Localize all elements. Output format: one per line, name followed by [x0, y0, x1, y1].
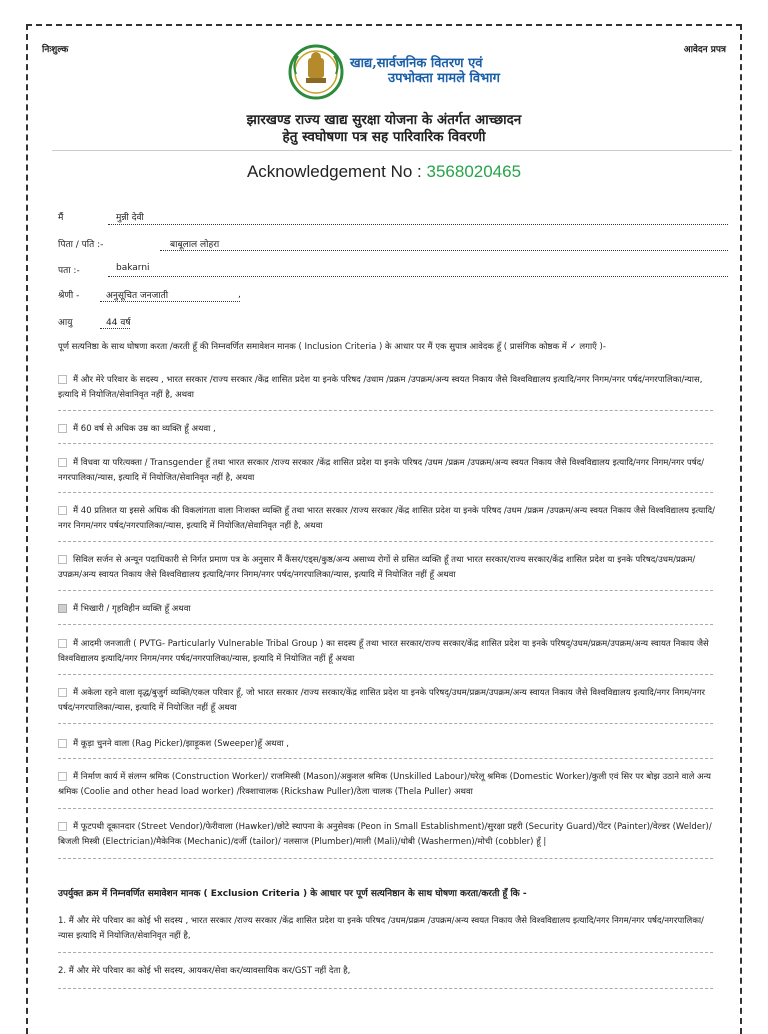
name-value: मुन्नी देवी: [116, 213, 144, 223]
address-value: bakarni: [116, 263, 150, 273]
inclusion-text-6: मैं भिखारी / गृहविहीन व्यक्ति हूँ अथवा: [73, 604, 191, 614]
separator: [58, 590, 713, 591]
inclusion-item-10: [58, 770, 718, 800]
inclusion-checkbox-11[interactable]: [58, 822, 67, 831]
inclusion-item-1: [58, 373, 718, 403]
inclusion-text-4: मैं 40 प्रतिशत या इससे अधिक की विकलांगता वाला निःशक्त व्यक्ति हूँ तथा भारत सरकार /राज्य सरकार /केंद्र शासित प्रदेश या इनके परिषद /उधम /प्रक्रम /उपक्रम/अन्य स्वयत निकाय जैसे विश्वविद्यालय इत्यादि/नगर निगम/नगर पर्षद/नगरपालिका/न्यास, इत्यादि में नियोजित/सेवानिवृत नहीं है, अथवा: [58, 506, 715, 531]
separator: [58, 410, 713, 411]
inclusion-checkbox-1[interactable]: [58, 375, 67, 384]
divider: [52, 150, 732, 151]
declaration-statement: पूर्ण सत्यनिष्ठा के साथ घोषणा करता /करती हूँ की निम्नवर्णित समावेशन मानक ( Inclusion Criteria ) के आधार पर मैं एक सुपात्र आवेदक हूँ ( प्रासंगिक कोष्ठक में ✓ लगाएँ )-: [58, 342, 606, 352]
ack-label: Acknowledgement No :: [246, 162, 422, 181]
age-label: आयु: [58, 318, 73, 328]
category-label: श्रेणी -: [58, 291, 80, 301]
inclusion-checkbox-6[interactable]: [58, 604, 67, 613]
separator: [58, 443, 713, 444]
jharkhand-emblem-icon: [286, 44, 346, 100]
inclusion-text-1: मैं और मेरे परिवार के सदस्य , भारत सरकार /राज्य सरकार /केंद्र शासित प्रदेश या इनके परिषद /उधाम /प्रक्रम /उपक्रम/अन्य स्वयत निकाय जैसे विश्वविद्यालय इत्यादि/नगर निगम/नगर पर्षद/नगरपालिका/न्यास, इत्यादि में नियोजित/सेवानिवृत नहीं है, अथवा: [58, 375, 703, 400]
separator: [58, 988, 713, 989]
inclusion-text-10: मैं निर्माण कार्य में संलग्न श्रमिक (Construction Worker)/ राजमिस्त्री (Mason)/अकुशल श्रमिक (Unskilled Labour)/घरेलू श्रमिक (Domestic Worker)/कुली एवं सिर पर बोझ उठाने वाले अन्य श्रमिक (Coolie and other head load worker) /रिक्शाचालक (Rickshaw Puller)/ठेला चालक (Thela Puller) अथवा: [58, 772, 711, 797]
inclusion-item-11: [58, 820, 718, 850]
inclusion-item-4: [58, 504, 718, 534]
inclusion-item-3: [58, 456, 718, 486]
inclusion-item-8: [58, 686, 718, 716]
inclusion-text-11: मैं फूटपथी दूकानदार (Street Vendor)/फेरीवाला (Hawker)/छोटे स्थापना के अनुसेवक (Peon in Small Establishment)/सुरक्षा प्रहरी (Security Guard)/पेंटर (Painter)/वेल्डर (Welder)/बिजली मिस्त्री (Electrician)/मैकेनिक (Mechanic)/दर्जी (tailor)/ नलसाज (Plumber)/माली (Mali)/धोबी (Washermen)/मोची (cobbler) हूँ |: [58, 822, 712, 847]
inclusion-item-5: [58, 553, 718, 583]
inclusion-checkbox-8[interactable]: [58, 688, 67, 697]
separator: [58, 808, 713, 809]
application-form-label: आवेदन प्रपत्र: [683, 45, 726, 55]
inclusion-text-9: मैं कूड़ा चुनने वाला (Rag Picker)/झाड़ूकश (Sweeper)हूँ अथवा ,: [73, 739, 289, 749]
separator: [58, 723, 713, 724]
name-dotted-line: [108, 224, 728, 225]
separator: [58, 492, 713, 493]
name-label: मैं: [58, 213, 64, 223]
inclusion-checkbox-5[interactable]: [58, 555, 67, 564]
inclusion-text-2: मैं 60 वर्ष से अधिक उम्र का व्यक्ति हूँ अथवा ,: [73, 424, 216, 434]
inclusion-checkbox-2[interactable]: [58, 424, 67, 433]
department-line-2: उपभोक्ता मामले विभाग: [388, 71, 500, 86]
inclusion-checkbox-10[interactable]: [58, 772, 67, 781]
father-dotted-line: [160, 250, 728, 251]
department-line-1: खाद्य,सार्वजनिक वितरण एवं: [350, 56, 483, 71]
category-value: अनुसूचित जनजाती: [106, 291, 169, 301]
father-value: बाबूलाल लोहरा: [170, 240, 220, 250]
free-label: निःशुल्क: [42, 45, 69, 55]
inclusion-item-9: [58, 737, 718, 752]
department-name: [350, 56, 550, 86]
inclusion-item-7: [58, 637, 718, 667]
age-value: 44 वर्ष: [106, 318, 131, 328]
form-title: [28, 112, 740, 146]
address-label: पता :-: [58, 266, 80, 276]
separator: [58, 858, 713, 859]
inclusion-text-5: सिविल सर्जन से अन्यून पदाधिकारी से निर्गत प्रमाण पत्र के अनुसार मैं कैंसर/एड्स/कुष्ठ/अन्य असाध्य रोगों से ग्रसित व्यक्ति हूँ तथा भारत सरकार/राज्य सरकार/केंद्र शासित प्रदेश या इनके परिषद/उधम/प्रक्रम/उपक्रम/अन्य स्वायत निकाय जैसे विश्वविद्यालय इत्यादि/नगर निगम/नगर पर्षद/नगरपालिका/न्यास, इत्यादि में नियोजित नहीं हूँ अथवा: [58, 555, 696, 580]
exclusion-item-1: 1. मैं और मेरे परिवार का कोई भी सदस्य , भारत सरकार /राज्य सरकार /केंद्र शासित प्रदेश या इनके परिषद /उधम/प्रक्रम /उपक्रम/अन्य स्वयत निकाय जैसे विश्वविद्यालय इत्यादि/नगर निगम/नगर पर्षद/नगरपालिका/न्यास इत्यादि में नियोजित/सेवानिवृत नहीं है,: [58, 916, 704, 941]
acknowledgement: [28, 162, 740, 182]
separator: [58, 952, 713, 953]
category-dotted-line: [100, 301, 240, 302]
age-dotted-line: [100, 328, 130, 329]
exclusion-heading: उपर्युक्त क्रम में निम्नवर्णित समावेशन मानक ( Exclusion Criteria ) के आधार पर पूर्ण सत्यनिष्ठान के साथ घोषणा करता/करती हूँ कि -: [58, 889, 527, 899]
separator: [58, 541, 713, 542]
category-suffix: ,: [238, 290, 241, 300]
title-line-1: झारखण्ड राज्य खाद्य सुरक्षा योजना के अंतर्गत आच्छादन: [246, 112, 522, 128]
inclusion-item-2: [58, 422, 718, 437]
form-page: [26, 24, 742, 1034]
title-line-2: हेतु स्वघोषणा पत्र सह पारिवारिक विवरणी: [282, 129, 486, 145]
inclusion-checkbox-3[interactable]: [58, 458, 67, 467]
inclusion-text-7: मैं आदमी जनजाती ( PVTG- Particularly Vulnerable Tribal Group ) का सदस्य हूँ तथा भारत सरकार/राज्य सरकार/केंद्र शासित प्रदेश या इनके परिषद्/उधम/प्रक्रम/उपक्रम/अन्य स्वायत निकाय जैसे विश्वविद्यालय इत्यादि/नगर निगम/नगर पर्षद/नगरपालिका/न्यास, इत्यादि में नियोजित नहीं हूँ अथवा: [58, 639, 709, 664]
inclusion-checkbox-7[interactable]: [58, 639, 67, 648]
inclusion-text-3: मैं विधवा या परित्यक्ता / Transgender हूँ तथा भारत सरकार /राज्य सरकार /केंद्र शासित प्रदेश या इनके परिषद /उधम /प्रक्रम /उपक्रम/अन्य स्वयत निकाय जैसे विश्वविद्यालय इत्यादि/नगर निगम/नगर पर्षद/नगरपालिका/न्यास, इत्यादि में नियोजित/सेवानिवृत नहीं है, अथवा: [58, 458, 705, 483]
separator: [58, 758, 713, 759]
address-dotted-line: [108, 276, 728, 277]
inclusion-text-8: मैं अकेला रहने वाला वृद्ध/बुजुर्ग व्यक्ति/एकल परिवार हूँ, जो भारत सरकार /राज्य सरकार/केंद्र शासित प्रदेश या इनके परिषद्/उधम/प्रक्रम/उपक्रम/अन्य स्वायत निकाय जैसे विश्वविद्यालय इत्यादि/नगर निगम/नगर पर्षद/नगरपालिका/न्यास, इत्यादि में नियोजित नहीं हूँ अथवा: [58, 688, 705, 713]
ack-number: 3568020465: [426, 162, 522, 181]
exclusion-item-2: 2. मैं और मेरे परिवार का कोई भी सदस्य, आयकर/सेवा कर/व्यावसायिक कर/GST नहीं देता है,: [58, 966, 351, 976]
inclusion-checkbox-4[interactable]: [58, 506, 67, 515]
separator: [58, 674, 713, 675]
inclusion-checkbox-9[interactable]: [58, 739, 67, 748]
inclusion-item-6: [58, 602, 718, 617]
father-label: पिता / पति :-: [58, 240, 104, 250]
separator: [58, 624, 713, 625]
